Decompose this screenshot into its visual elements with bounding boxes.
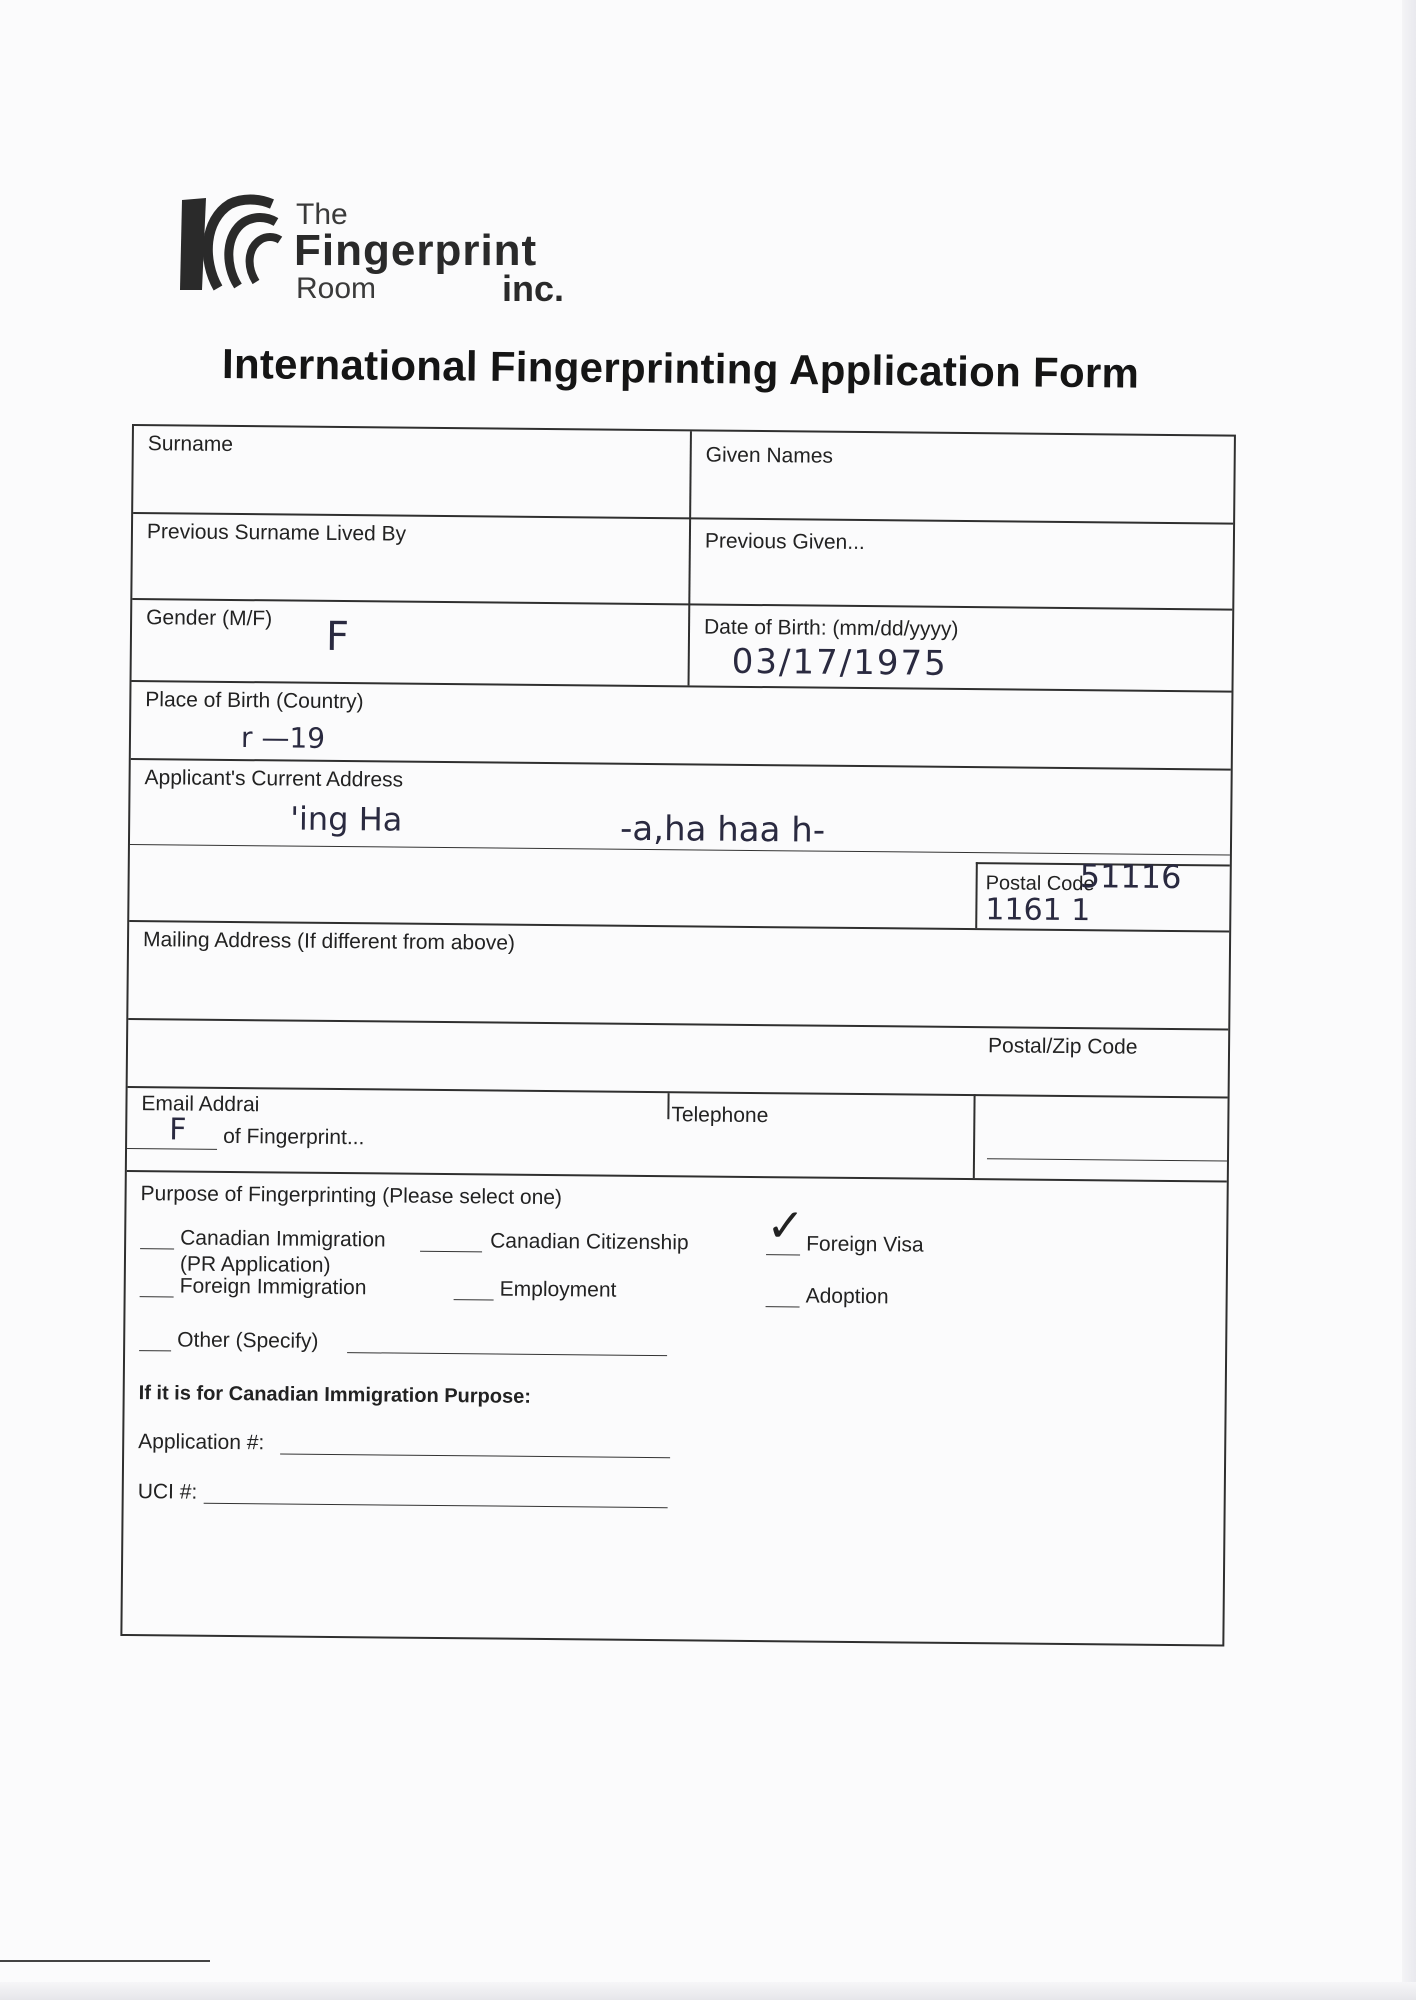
application-form [120,424,1236,1647]
logo-text-inc: inc. [502,268,565,309]
option-adoption: Adoption [805,1284,889,1309]
postal-divider [973,1094,976,1178]
scan-mark [0,1960,210,1962]
uci-number-line[interactable] [204,1503,668,1508]
mailing-postal-label: Postal/Zip Code [987,1034,1138,1059]
telephone-label: Telephone [671,1103,769,1128]
option-canadian-citizenship: Canadian Citizenship [490,1229,689,1255]
fingerprint-logo-icon [172,190,292,300]
postal-code-label: Postal Code [985,872,1095,896]
checkbox-line-foreign-immigration[interactable] [140,1296,174,1297]
application-number-label: Application #: [138,1430,265,1455]
num-fingerprints-label: of Fingerprint... [223,1124,365,1150]
dob-label: Date of Birth: (mm/dd/yyyy) [703,615,959,641]
column-divider [688,431,692,685]
scan-edge-right [1402,0,1416,2000]
current-address-line-2: -a,ha haa h- [619,808,826,851]
purpose-label: Purpose of Fingerprinting (Please select one) [140,1182,563,1210]
checkbox-line-canadian-citizenship[interactable] [420,1251,482,1253]
telephone-underline [987,1158,1227,1161]
postal-code-value-1: 51116 [1079,857,1182,897]
option-pr-application: (PR Application) [179,1252,331,1277]
previous-given-label: Previous Given... [704,529,865,555]
foreign-visa-check-icon: ✓ [766,1198,806,1253]
option-employment: Employment [499,1277,617,1302]
option-canadian-immigration: Canadian Immigration [180,1226,386,1252]
dob-value: 03/17/1975 [731,641,948,684]
logo-text-the: The [296,198,348,231]
postal-divider [975,862,978,928]
application-number-line[interactable] [280,1453,670,1458]
given-names-label: Given Names [705,443,834,468]
mailing-address-label: Mailing Address (If different from above) [142,928,516,955]
email-label: Email Addrai [141,1092,260,1117]
current-address-label: Applicant's Current Address [144,766,404,792]
option-foreign-visa: Foreign Visa [806,1232,924,1257]
num-fingerprints-value: F [169,1112,187,1148]
current-address-line-1: 'ing Ha [290,799,403,839]
postal-code-value-2: 1161 1 [985,892,1091,929]
telephone-divider [667,1093,669,1119]
surname-label: Surname [147,432,234,456]
checkbox-line-employment[interactable] [454,1299,494,1300]
other-specify-line[interactable] [347,1352,667,1356]
row-divider [132,598,1232,611]
place-of-birth-label: Place of Birth (Country) [145,688,364,714]
scan-edge-bottom [0,1982,1416,2000]
option-other: Other (Specify) [177,1328,319,1353]
logo-text-fingerprint: Fingerprint [294,226,538,275]
option-foreign-immigration: Foreign Immigration [179,1274,367,1300]
checkbox-line-foreign-visa[interactable] [766,1254,800,1255]
checkbox-line-canadian-immigration[interactable] [140,1248,174,1249]
immigration-heading: If it is for Canadian Immigration Purpose: [138,1382,532,1408]
gender-label: Gender (M/F) [146,606,273,631]
num-fingerprints-underline [127,1148,217,1150]
row-divider [127,1170,1227,1183]
row-divider [128,1086,1228,1099]
checkbox-line-adoption[interactable] [766,1306,800,1307]
company-logo [172,190,602,310]
place-of-birth-value: r —19 [240,721,326,755]
gender-value: F [325,613,350,661]
checkbox-line-other[interactable] [139,1350,171,1351]
logo-text-room: Room [296,272,377,305]
page-title: International Fingerprinting Application Form [221,340,1140,397]
uci-number-label: UCI #: [137,1480,198,1504]
row-divider [128,1018,1228,1031]
previous-surname-label: Previous Surname Lived By [146,520,407,546]
